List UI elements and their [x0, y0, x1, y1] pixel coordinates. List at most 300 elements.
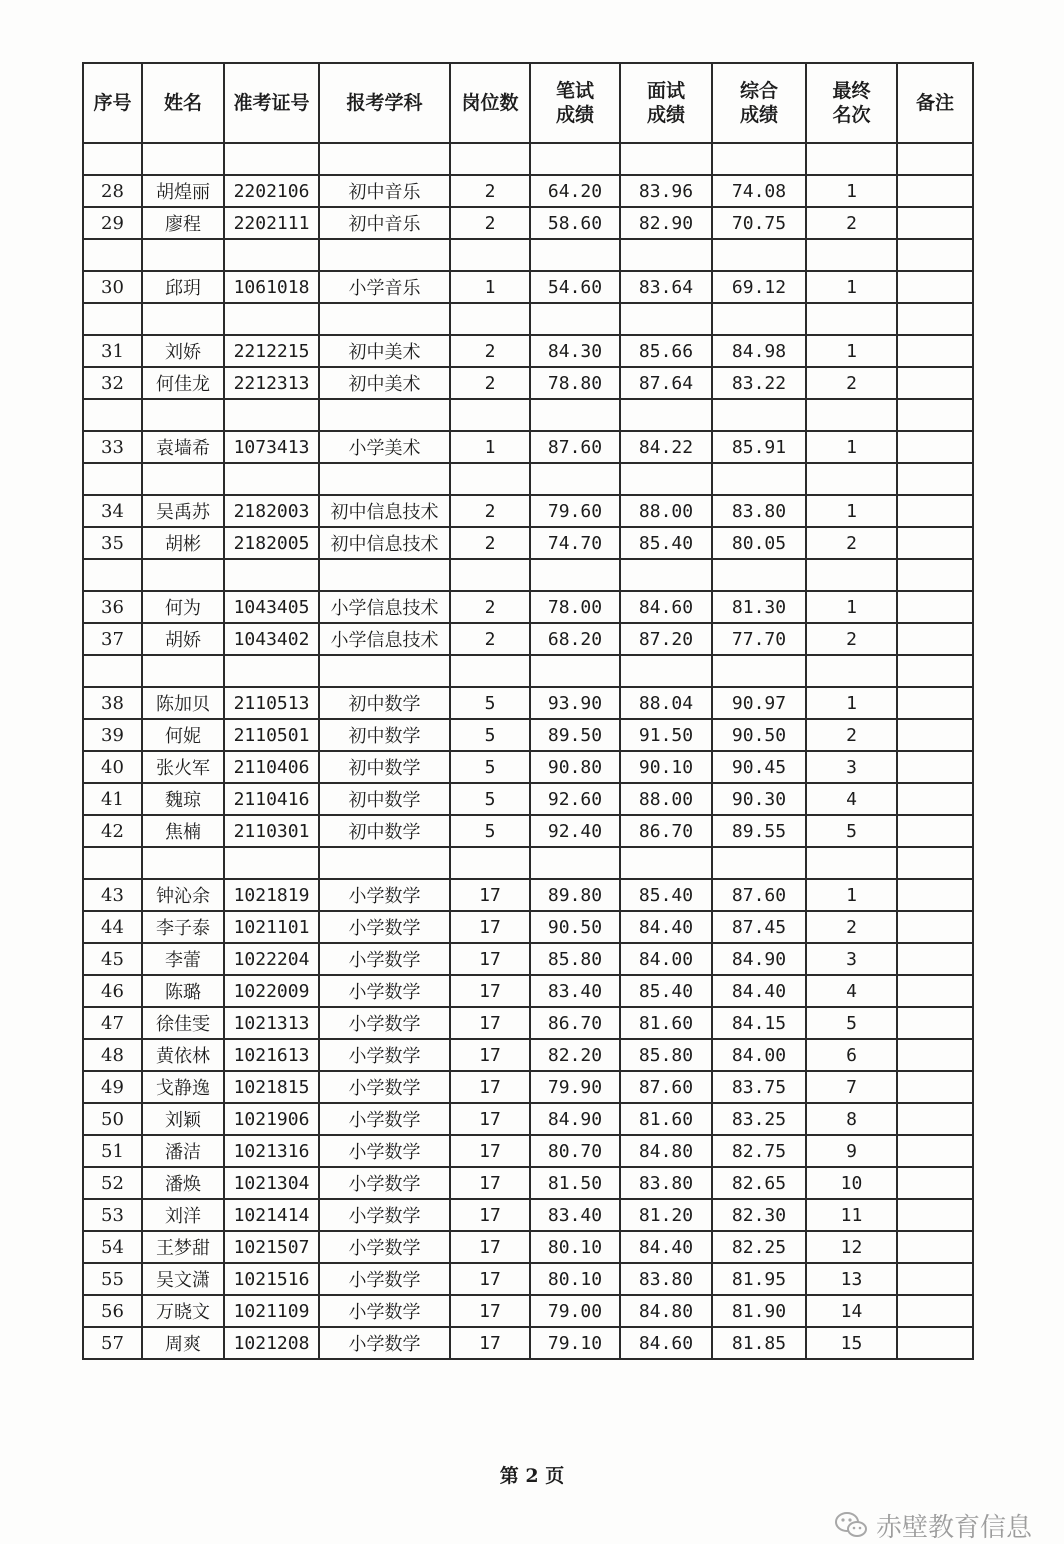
cell-total-score: 90.50	[712, 719, 806, 751]
cell-seq: 31	[83, 335, 142, 367]
cell-remark	[897, 431, 973, 463]
cell-final-rank: 5	[806, 1007, 897, 1039]
cell-seq: 32	[83, 367, 142, 399]
empty-cell	[806, 399, 897, 431]
cell-remark	[897, 975, 973, 1007]
cell-total-score: 90.45	[712, 751, 806, 783]
group-separator-row	[83, 303, 973, 335]
cell-written-score: 80.10	[530, 1263, 620, 1295]
cell-written-score: 90.50	[530, 911, 620, 943]
cell-subject: 小学数学	[319, 1199, 450, 1231]
cell-interview-score: 83.80	[620, 1263, 712, 1295]
cell-remark	[897, 943, 973, 975]
cell-final-rank: 1	[806, 335, 897, 367]
score-table	[82, 62, 974, 1360]
empty-cell	[897, 559, 973, 591]
cell-name: 何妮	[142, 719, 224, 751]
cell-name: 何佳龙	[142, 367, 224, 399]
cell-total-score: 83.25	[712, 1103, 806, 1135]
cell-seq: 35	[83, 527, 142, 559]
cell-written-score: 92.40	[530, 815, 620, 847]
empty-cell	[620, 143, 712, 175]
empty-cell	[620, 463, 712, 495]
watermark-text: 赤壁教育信息	[875, 1512, 1032, 1543]
empty-cell	[530, 655, 620, 687]
cell-positions: 2	[450, 175, 530, 207]
cell-interview-score: 83.96	[620, 175, 712, 207]
cell-final-rank: 2	[806, 719, 897, 751]
table-row	[83, 335, 973, 367]
cell-final-rank: 2	[806, 207, 897, 239]
empty-cell	[319, 559, 450, 591]
empty-cell	[450, 847, 530, 879]
empty-cell	[450, 303, 530, 335]
empty-cell	[530, 239, 620, 271]
table-row	[83, 911, 973, 943]
table-body	[83, 143, 973, 1359]
cell-remark	[897, 1231, 973, 1263]
empty-cell	[897, 303, 973, 335]
cell-total-score: 70.75	[712, 207, 806, 239]
empty-cell	[319, 399, 450, 431]
cell-written-score: 79.10	[530, 1327, 620, 1359]
cell-remark	[897, 719, 973, 751]
empty-cell	[83, 239, 142, 271]
cell-interview-score: 87.20	[620, 623, 712, 655]
cell-positions: 17	[450, 1103, 530, 1135]
cell-exam-id: 1021313	[224, 1007, 319, 1039]
cell-positions: 2	[450, 207, 530, 239]
cell-remark	[897, 271, 973, 303]
table-row	[83, 591, 973, 623]
cell-remark	[897, 495, 973, 527]
cell-positions: 5	[450, 783, 530, 815]
cell-subject: 小学数学	[319, 943, 450, 975]
cell-name: 陈加贝	[142, 687, 224, 719]
cell-exam-id: 1021414	[224, 1199, 319, 1231]
empty-cell	[142, 399, 224, 431]
cell-final-rank: 4	[806, 975, 897, 1007]
header-positions: 岗位数	[450, 63, 530, 143]
cell-remark	[897, 751, 973, 783]
cell-seq: 34	[83, 495, 142, 527]
cell-remark	[897, 911, 973, 943]
cell-interview-score: 84.60	[620, 1327, 712, 1359]
cell-subject: 小学数学	[319, 1071, 450, 1103]
cell-name: 魏琼	[142, 783, 224, 815]
table-row	[83, 815, 973, 847]
cell-seq: 47	[83, 1007, 142, 1039]
table-row	[83, 1071, 973, 1103]
cell-final-rank: 1	[806, 879, 897, 911]
cell-exam-id: 1073413	[224, 431, 319, 463]
cell-subject: 小学数学	[319, 911, 450, 943]
cell-positions: 2	[450, 495, 530, 527]
cell-interview-score: 85.40	[620, 879, 712, 911]
cell-subject: 初中美术	[319, 367, 450, 399]
group-separator-row	[83, 847, 973, 879]
table-row	[83, 1103, 973, 1135]
cell-exam-id: 1043402	[224, 623, 319, 655]
cell-final-rank: 3	[806, 943, 897, 975]
empty-cell	[530, 143, 620, 175]
cell-exam-id: 2212215	[224, 335, 319, 367]
cell-positions: 17	[450, 1135, 530, 1167]
cell-interview-score: 83.80	[620, 1167, 712, 1199]
table-row	[83, 1007, 973, 1039]
cell-seq: 37	[83, 623, 142, 655]
cell-subject: 小学信息技术	[319, 623, 450, 655]
table-row	[83, 367, 973, 399]
cell-interview-score: 85.40	[620, 975, 712, 1007]
empty-cell	[620, 847, 712, 879]
cell-written-score: 89.50	[530, 719, 620, 751]
empty-cell	[450, 399, 530, 431]
cell-seq: 48	[83, 1039, 142, 1071]
cell-subject: 小学数学	[319, 1039, 450, 1071]
cell-seq: 50	[83, 1103, 142, 1135]
cell-remark	[897, 1167, 973, 1199]
cell-name: 戈静逸	[142, 1071, 224, 1103]
cell-seq: 33	[83, 431, 142, 463]
empty-cell	[620, 559, 712, 591]
cell-interview-score: 81.20	[620, 1199, 712, 1231]
cell-subject: 初中数学	[319, 751, 450, 783]
cell-written-score: 79.00	[530, 1295, 620, 1327]
cell-interview-score: 84.80	[620, 1135, 712, 1167]
empty-cell	[806, 559, 897, 591]
cell-seq: 49	[83, 1071, 142, 1103]
cell-subject: 小学数学	[319, 1263, 450, 1295]
group-separator-row	[83, 559, 973, 591]
cell-exam-id: 1021316	[224, 1135, 319, 1167]
cell-total-score: 83.22	[712, 367, 806, 399]
cell-name: 刘洋	[142, 1199, 224, 1231]
cell-written-score: 89.80	[530, 879, 620, 911]
cell-interview-score: 83.64	[620, 271, 712, 303]
empty-cell	[224, 559, 319, 591]
cell-total-score: 90.30	[712, 783, 806, 815]
cell-total-score: 82.65	[712, 1167, 806, 1199]
cell-name: 黄依林	[142, 1039, 224, 1071]
cell-name: 潘焕	[142, 1167, 224, 1199]
empty-cell	[142, 303, 224, 335]
cell-total-score: 80.05	[712, 527, 806, 559]
empty-cell	[530, 399, 620, 431]
empty-cell	[319, 847, 450, 879]
cell-total-score: 84.15	[712, 1007, 806, 1039]
cell-name: 胡煌丽	[142, 175, 224, 207]
empty-cell	[897, 655, 973, 687]
cell-name: 吴禹苏	[142, 495, 224, 527]
cell-positions: 1	[450, 271, 530, 303]
group-separator-row	[83, 463, 973, 495]
cell-seq: 46	[83, 975, 142, 1007]
empty-cell	[142, 143, 224, 175]
cell-written-score: 78.00	[530, 591, 620, 623]
cell-interview-score: 84.80	[620, 1295, 712, 1327]
header-exam-id: 准考证号	[224, 63, 319, 143]
cell-total-score: 83.80	[712, 495, 806, 527]
cell-interview-score: 88.00	[620, 783, 712, 815]
empty-cell	[806, 655, 897, 687]
cell-total-score: 74.08	[712, 175, 806, 207]
cell-total-score: 85.91	[712, 431, 806, 463]
cell-written-score: 82.20	[530, 1039, 620, 1071]
empty-cell	[319, 143, 450, 175]
cell-positions: 17	[450, 911, 530, 943]
cell-interview-score: 84.00	[620, 943, 712, 975]
cell-remark	[897, 335, 973, 367]
cell-seq: 38	[83, 687, 142, 719]
cell-remark	[897, 623, 973, 655]
cell-total-score: 81.30	[712, 591, 806, 623]
cell-interview-score: 88.00	[620, 495, 712, 527]
cell-interview-score: 81.60	[620, 1103, 712, 1135]
cell-name: 万晓文	[142, 1295, 224, 1327]
group-separator-row	[83, 399, 973, 431]
cell-subject: 初中美术	[319, 335, 450, 367]
cell-name: 刘颖	[142, 1103, 224, 1135]
cell-exam-id: 2212313	[224, 367, 319, 399]
empty-cell	[712, 847, 806, 879]
cell-remark	[897, 175, 973, 207]
table-row	[83, 1039, 973, 1071]
cell-final-rank: 3	[806, 751, 897, 783]
cell-final-rank: 13	[806, 1263, 897, 1295]
table-row	[83, 431, 973, 463]
cell-positions: 17	[450, 1039, 530, 1071]
cell-written-score: 58.60	[530, 207, 620, 239]
cell-final-rank: 6	[806, 1039, 897, 1071]
cell-subject: 小学数学	[319, 1231, 450, 1263]
cell-subject: 初中数学	[319, 687, 450, 719]
cell-remark	[897, 367, 973, 399]
cell-remark	[897, 687, 973, 719]
header-seq: 序号	[83, 63, 142, 143]
cell-remark	[897, 1199, 973, 1231]
cell-remark	[897, 783, 973, 815]
empty-cell	[142, 463, 224, 495]
cell-remark	[897, 1295, 973, 1327]
cell-positions: 17	[450, 1327, 530, 1359]
cell-subject: 初中音乐	[319, 175, 450, 207]
cell-name: 邱玥	[142, 271, 224, 303]
empty-cell	[224, 143, 319, 175]
cell-positions: 2	[450, 367, 530, 399]
cell-name: 徐佳雯	[142, 1007, 224, 1039]
table-row	[83, 1327, 973, 1359]
table-row	[83, 527, 973, 559]
cell-seq: 36	[83, 591, 142, 623]
cell-interview-score: 85.66	[620, 335, 712, 367]
cell-final-rank: 1	[806, 431, 897, 463]
cell-name: 陈璐	[142, 975, 224, 1007]
empty-cell	[712, 303, 806, 335]
cell-seq: 53	[83, 1199, 142, 1231]
cell-written-score: 85.80	[530, 943, 620, 975]
empty-cell	[897, 399, 973, 431]
cell-subject: 小学数学	[319, 1007, 450, 1039]
cell-positions: 2	[450, 623, 530, 655]
cell-final-rank: 15	[806, 1327, 897, 1359]
cell-final-rank: 10	[806, 1167, 897, 1199]
cell-interview-score: 84.22	[620, 431, 712, 463]
watermark	[834, 1505, 1032, 1545]
cell-interview-score: 87.60	[620, 1071, 712, 1103]
empty-cell	[319, 239, 450, 271]
cell-subject: 小学数学	[319, 1327, 450, 1359]
table-row	[83, 943, 973, 975]
empty-cell	[450, 463, 530, 495]
cell-final-rank: 1	[806, 495, 897, 527]
cell-seq: 41	[83, 783, 142, 815]
cell-seq: 43	[83, 879, 142, 911]
empty-cell	[83, 303, 142, 335]
cell-positions: 2	[450, 527, 530, 559]
cell-subject: 小学音乐	[319, 271, 450, 303]
table-row	[83, 1263, 973, 1295]
cell-final-rank: 1	[806, 175, 897, 207]
cell-total-score: 87.45	[712, 911, 806, 943]
table-row	[83, 687, 973, 719]
table-row	[83, 751, 973, 783]
cell-final-rank: 8	[806, 1103, 897, 1135]
cell-interview-score: 88.04	[620, 687, 712, 719]
cell-subject: 初中数学	[319, 719, 450, 751]
empty-cell	[224, 463, 319, 495]
empty-cell	[620, 303, 712, 335]
empty-cell	[142, 239, 224, 271]
cell-subject: 初中数学	[319, 783, 450, 815]
cell-total-score: 81.90	[712, 1295, 806, 1327]
table-row	[83, 783, 973, 815]
cell-final-rank: 1	[806, 591, 897, 623]
empty-cell	[224, 303, 319, 335]
cell-interview-score: 84.40	[620, 911, 712, 943]
cell-interview-score: 85.40	[620, 527, 712, 559]
cell-written-score: 84.30	[530, 335, 620, 367]
cell-written-score: 84.90	[530, 1103, 620, 1135]
wechat-icon	[834, 1510, 868, 1540]
empty-cell	[450, 655, 530, 687]
cell-final-rank: 4	[806, 783, 897, 815]
empty-cell	[450, 559, 530, 591]
cell-exam-id: 1021101	[224, 911, 319, 943]
cell-written-score: 80.10	[530, 1231, 620, 1263]
cell-exam-id: 1021507	[224, 1231, 319, 1263]
cell-subject: 小学数学	[319, 975, 450, 1007]
cell-total-score: 82.30	[712, 1199, 806, 1231]
header-interview-score: 面试 成绩	[620, 63, 712, 143]
cell-seq: 51	[83, 1135, 142, 1167]
cell-remark	[897, 1103, 973, 1135]
cell-final-rank: 2	[806, 911, 897, 943]
cell-exam-id: 1021208	[224, 1327, 319, 1359]
empty-cell	[806, 143, 897, 175]
cell-subject: 初中数学	[319, 815, 450, 847]
cell-seq: 39	[83, 719, 142, 751]
cell-subject: 小学数学	[319, 879, 450, 911]
cell-exam-id: 1061018	[224, 271, 319, 303]
empty-cell	[897, 143, 973, 175]
cell-name: 何为	[142, 591, 224, 623]
cell-seq: 54	[83, 1231, 142, 1263]
cell-seq: 40	[83, 751, 142, 783]
empty-cell	[319, 303, 450, 335]
empty-cell	[224, 399, 319, 431]
cell-positions: 17	[450, 975, 530, 1007]
header-final-rank: 最终 名次	[806, 63, 897, 143]
table-row	[83, 1231, 973, 1263]
empty-cell	[83, 847, 142, 879]
cell-final-rank: 14	[806, 1295, 897, 1327]
empty-cell	[620, 239, 712, 271]
cell-final-rank: 1	[806, 271, 897, 303]
cell-positions: 17	[450, 1007, 530, 1039]
empty-cell	[806, 463, 897, 495]
cell-name: 刘娇	[142, 335, 224, 367]
empty-cell	[897, 239, 973, 271]
cell-written-score: 83.40	[530, 1199, 620, 1231]
empty-cell	[142, 847, 224, 879]
cell-positions: 1	[450, 431, 530, 463]
cell-seq: 57	[83, 1327, 142, 1359]
cell-positions: 17	[450, 1295, 530, 1327]
empty-cell	[712, 399, 806, 431]
cell-name: 袁墙希	[142, 431, 224, 463]
group-separator-row	[83, 143, 973, 175]
cell-written-score: 93.90	[530, 687, 620, 719]
cell-name: 钟沁余	[142, 879, 224, 911]
cell-exam-id: 1021906	[224, 1103, 319, 1135]
header-remark: 备注	[897, 63, 973, 143]
cell-positions: 17	[450, 1231, 530, 1263]
cell-positions: 5	[450, 719, 530, 751]
cell-interview-score: 91.50	[620, 719, 712, 751]
cell-positions: 17	[450, 879, 530, 911]
cell-positions: 17	[450, 1071, 530, 1103]
table-row	[83, 719, 973, 751]
cell-name: 胡彬	[142, 527, 224, 559]
cell-exam-id: 2182003	[224, 495, 319, 527]
group-separator-row	[83, 239, 973, 271]
empty-cell	[224, 239, 319, 271]
group-separator-row	[83, 655, 973, 687]
cell-name: 廖程	[142, 207, 224, 239]
cell-positions: 17	[450, 1167, 530, 1199]
table-row	[83, 623, 973, 655]
cell-seq: 52	[83, 1167, 142, 1199]
cell-total-score: 77.70	[712, 623, 806, 655]
cell-subject: 小学数学	[319, 1135, 450, 1167]
empty-cell	[712, 559, 806, 591]
cell-interview-score: 82.90	[620, 207, 712, 239]
header-total-score: 综合 成绩	[712, 63, 806, 143]
empty-cell	[319, 655, 450, 687]
cell-remark	[897, 1071, 973, 1103]
cell-positions: 17	[450, 1199, 530, 1231]
cell-name: 王梦甜	[142, 1231, 224, 1263]
cell-positions: 2	[450, 335, 530, 367]
empty-cell	[806, 303, 897, 335]
cell-total-score: 82.25	[712, 1231, 806, 1263]
cell-written-score: 90.80	[530, 751, 620, 783]
cell-positions: 17	[450, 1263, 530, 1295]
empty-cell	[897, 847, 973, 879]
cell-final-rank: 2	[806, 527, 897, 559]
table-row	[83, 975, 973, 1007]
